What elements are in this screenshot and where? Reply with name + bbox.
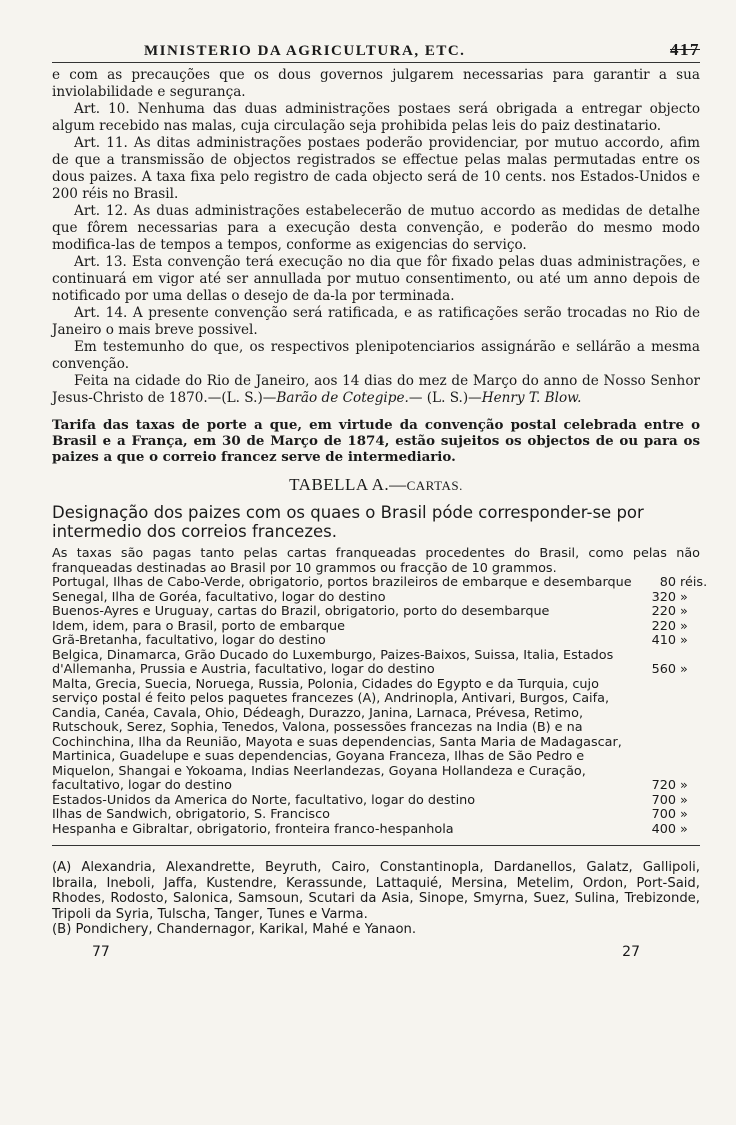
row-country: Portugal, Ilhas de Cabo-Verde, obrigatorio, portos brazileiros de embarque e desembarque [52, 575, 632, 590]
table-row [52, 823, 700, 838]
table-row [52, 575, 708, 591]
table-row [52, 634, 700, 649]
row-country: Malta, Grecia, Suecia, Noruega, Russia, Polonia, Cidades do Egypto e da Turquia, cujo serviço postal é feito pelos paquetes francezes (A), Andrinopla, Antivari, Burgos, Caifa, Candia, Canéa, Cavala, Ohio, Dédeagh, Durazzo, Janina, Larnaca, Prévesa, Retimo, Rutschouk, Serez, Sophia, Tenedos, Valona, possessões francezas na India (B) e na Cochinchina, Ilha da Reunião, Mayota e suas dependencias, Santa Maria de Madagascar, Martinica, Guadelupe e suas dependencias, Goyana Franceza, Ilhas de São Pedro e Miquelon, Shangai e Yokoama, Indias Neerlandezas, Goyana Hollandeza e Curação, facultativo, logar do destino [52, 676, 622, 793]
header-rule [52, 62, 700, 63]
row-country: Idem, idem, para o Brasil, porto de embarque [52, 618, 345, 634]
row-unit: » [680, 618, 688, 634]
table-row [52, 808, 700, 823]
row-unit: » [680, 662, 688, 677]
row-unit: » [680, 821, 688, 837]
signature-separator: — (L. S.)— [408, 390, 482, 406]
row-value: 720 [651, 778, 676, 793]
row-value: 700 [651, 792, 676, 808]
rates-table [52, 575, 708, 837]
tariff-title: Tarifa das taxas de porte a que, em virtude da convenção postal celebrada entre o Brasil e a França, em 30 de Março de 1874, estão sujeitos os objectos de ou para os paizes a que o correio francez serve de intermediario. [52, 417, 700, 465]
row-unit: » [680, 807, 688, 822]
row-country: Grã-Bretanha, facultativo, logar do destino [52, 633, 326, 648]
article-11: Art. 11. As ditas administrações postaes poderão providenciar, por mutuo accordo, afim de que a transmissão de objectos registrados se effectue pelas malas permutadas entre os dous paizes. A taxa fixa pelo registro de cada objecto será de 10 cents. nos Estados-Unidos e 200 réis no Brasil. [52, 135, 700, 202]
table-bottom-rule [52, 845, 700, 846]
table-designacao: Designação dos paizes com os quaes o Brasil póde corresponder-se por intermedio dos correios francezes. [52, 503, 644, 541]
table-row [52, 591, 700, 606]
signer-2: Henry T. Blow. [481, 390, 582, 406]
row-country: Buenos-Ayres e Uruguay, cartas do Brazil, obrigatorio, porto do desembarque [52, 604, 550, 619]
signature-mark-left: 77 [92, 943, 110, 960]
table-row [52, 794, 700, 809]
table-row [52, 678, 700, 794]
table-row [52, 649, 700, 678]
page-number: 417 [670, 40, 700, 59]
row-value: 700 [651, 807, 676, 822]
table-row [52, 605, 700, 620]
row-unit: » [680, 633, 688, 648]
signature-mark-right: 27 [622, 943, 640, 960]
row-value: 320 [651, 589, 676, 605]
article-14: Art. 14. A presente convenção será ratificada, e as ratificações serão trocadas no Rio de Janeiro o mais breve possivel. [52, 305, 700, 338]
row-value: 80 [659, 575, 676, 590]
row-country: Ilhas de Sandwich, obrigatorio, S. Francisco [52, 807, 330, 822]
table-title-main: TABELLA A.— [289, 475, 407, 494]
testimony-paragraph: Em testemunho do que, os respectivos plenipotenciarios assignárão e sellárão a mesma convenção. [52, 339, 700, 372]
row-unit: réis. [680, 575, 708, 590]
table-title-sub: CARTAS. [406, 478, 463, 493]
row-value: 560 [651, 662, 676, 677]
footnotes [52, 860, 700, 938]
row-unit: » [680, 792, 688, 808]
row-value: 220 [651, 604, 676, 619]
table-row [52, 620, 700, 635]
row-value: 400 [651, 821, 676, 837]
signature-text: Feita na cidade do Rio de Janeiro, aos 14 dias do mez de Março do anno de Nosso Senhor Jesus-Christo de 1870.—(L. S.)— [52, 373, 700, 406]
row-country: Senegal, Ilha de Goréa, facultativo, logar do destino [52, 589, 386, 605]
page-footer [52, 944, 700, 960]
row-unit: » [680, 604, 688, 619]
row-country: Estados-Unidos da America do Norte, facultativo, logar do destino [52, 792, 476, 808]
article-13: Art. 13. Esta convenção terá execução no dia que fôr fixado pelas duas administrações, e continuará em vigor até ser annullada por mutuo consentimento, ou até um anno depois de notificado por uma dellas o desejo de da-la por terminada. [52, 254, 700, 304]
paragraph-intro: e com as precauções que os dous governos julgarem necessarias para garantir a sua inviolabilidade e segurança. [52, 67, 700, 100]
row-unit: » [680, 589, 688, 605]
article-10: Art. 10. Nenhuma das duas administrações postaes será obrigada a entregar objecto algum recebido nas malas, cuja circulação seja prohibida pelas leis do paiz destinatario. [52, 101, 700, 134]
signature-paragraph [52, 373, 700, 407]
row-country: Hespanha e Gibraltar, obrigatorio, fronteira franco-hespanhola [52, 821, 454, 837]
footnote-a: (A) Alexandria, Alexandrette, Beyruth, Cairo, Constantinopla, Dardanellos, Galatz, Gallipoli, Ibraila, Ineboli, Jaffa, Kustendre, Kerassunde, Lattaquié, Mersina, Metelim, Ordon, Port-Said, Rhodes, Rodosto, Salonica, Samsoun, Scutari da Asia, Sinope, Smyrna, Suez, Sulina, Trebizonde, Tripoli da Syria, Tulscha, Tanger, Tunes e Varma. [52, 860, 700, 922]
running-header [144, 40, 700, 60]
row-value: 410 [651, 633, 676, 648]
table-title [52, 475, 700, 495]
table-note: As taxas são pagas tanto pelas cartas franqueadas procedentes do Brasil, como pelas não franqueadas destinadas ao Brasil por 10 grammos ou fracção de 10 grammos. [52, 546, 700, 576]
article-12: Art. 12. As duas administrações estabelecerão de mutuo accordo as medidas de detalhe que fôrem necessarias para a execução desta convenção, e poderão do mesmo modo modifica-las de tempos a tempos, conforme as exigencias do serviço. [52, 203, 700, 253]
row-country: Belgica, Dinamarca, Grão Ducado do Luxemburgo, Paizes-Baixos, Suissa, Italia, Estados d'Allemanha, Prussia e Austria, facultativo, logar do destino [52, 647, 614, 677]
header-title: MINISTERIO DA AGRICULTURA, ETC. [144, 43, 466, 59]
footnote-b: (B) Pondichery, Chandernagor, Karikal, Mahé e Yanaon. [52, 922, 417, 937]
signer-1: Barão de Cotegipe. [276, 390, 409, 406]
row-value: 220 [651, 618, 676, 634]
row-unit: » [680, 778, 688, 793]
